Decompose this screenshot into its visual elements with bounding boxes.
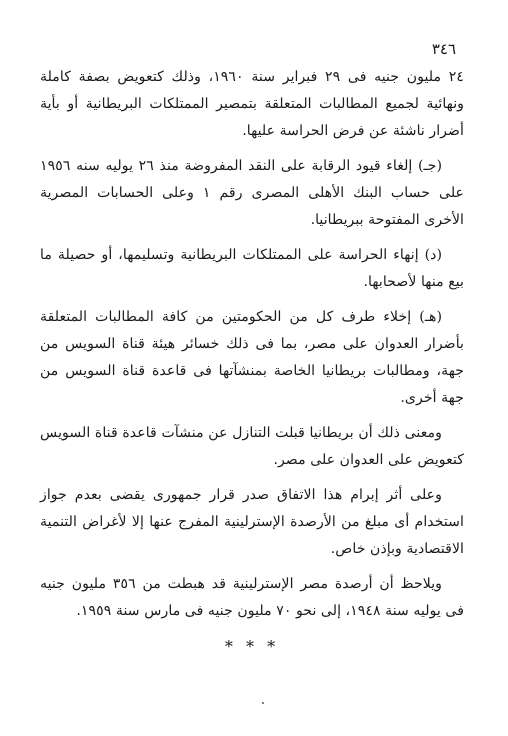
- paragraph-item-e: (هـ) إخلاء طرف كل من الحكومتين من كافة المطالبات المتعلقة بأضرار العدوان على مصر، بما فى ذلك خسائر هيئة قناة السويس من جهة، ومطالبات بريطانيا الخاصة بمنشآتها فى قاعدة قناة السويس من جهة أخرى.: [40, 309, 464, 406]
- section-ornament: * * *: [224, 637, 280, 656]
- paragraph-decree: وعلى أثر إبرام هذا الاتفاق صدر قرار جمهورى يقضى بعدم جواز استخدام أى مبلغ من الأرصدة الإسترلينية المفرج عنها إلا لأغراض التنمية الاقتصادية وبإذن خاص.: [40, 487, 464, 557]
- page-body: [40, 64, 464, 660]
- scan-speck: [262, 702, 264, 704]
- paragraph-meaning: ومعنى ذلك أن بريطانيا قبلت التنازل عن منشآت قاعدة قناة السويس كتعويض على العدوان على مصر.: [40, 425, 464, 468]
- paragraph-balances: ويلاحظ أن أرصدة مصر الإسترلينية قد هبطت من ٣٥٦ مليون جنيه فى يوليه سنة ١٩٤٨، إلى نحو ٧٠ مليون جنيه فى مارس سنة ١٩٥٩.: [40, 576, 464, 619]
- paragraph-item-c: (جـ) إلغاء قيود الرقابة على النقد المفروضة منذ ٢٦ يوليه سنه ١٩٥٦ على حساب البنك الأهلى المصرى رقم ١ وعلى الحسابات المصرية الأخرى المفتوحة ببريطانيا.: [40, 158, 464, 228]
- page-number: ٣٤٦: [431, 40, 456, 58]
- paragraph-continuation: ٢٤ مليون جنيه فى ٢٩ فبراير سنة ١٩٦٠، وذلك كتعويض بصفة كاملة ونهائية لجميع المطالبات المتعلقة بتمصير الممتلكات البريطانية أو بأية أضرار ناشئة عن فرض الحراسة عليها.: [40, 69, 464, 139]
- paragraph-item-d: (د) إنهاء الحراسة على الممتلكات البريطانية وتسليمها، أو حصيلة ما بيع منها لأصحابها.: [40, 247, 464, 290]
